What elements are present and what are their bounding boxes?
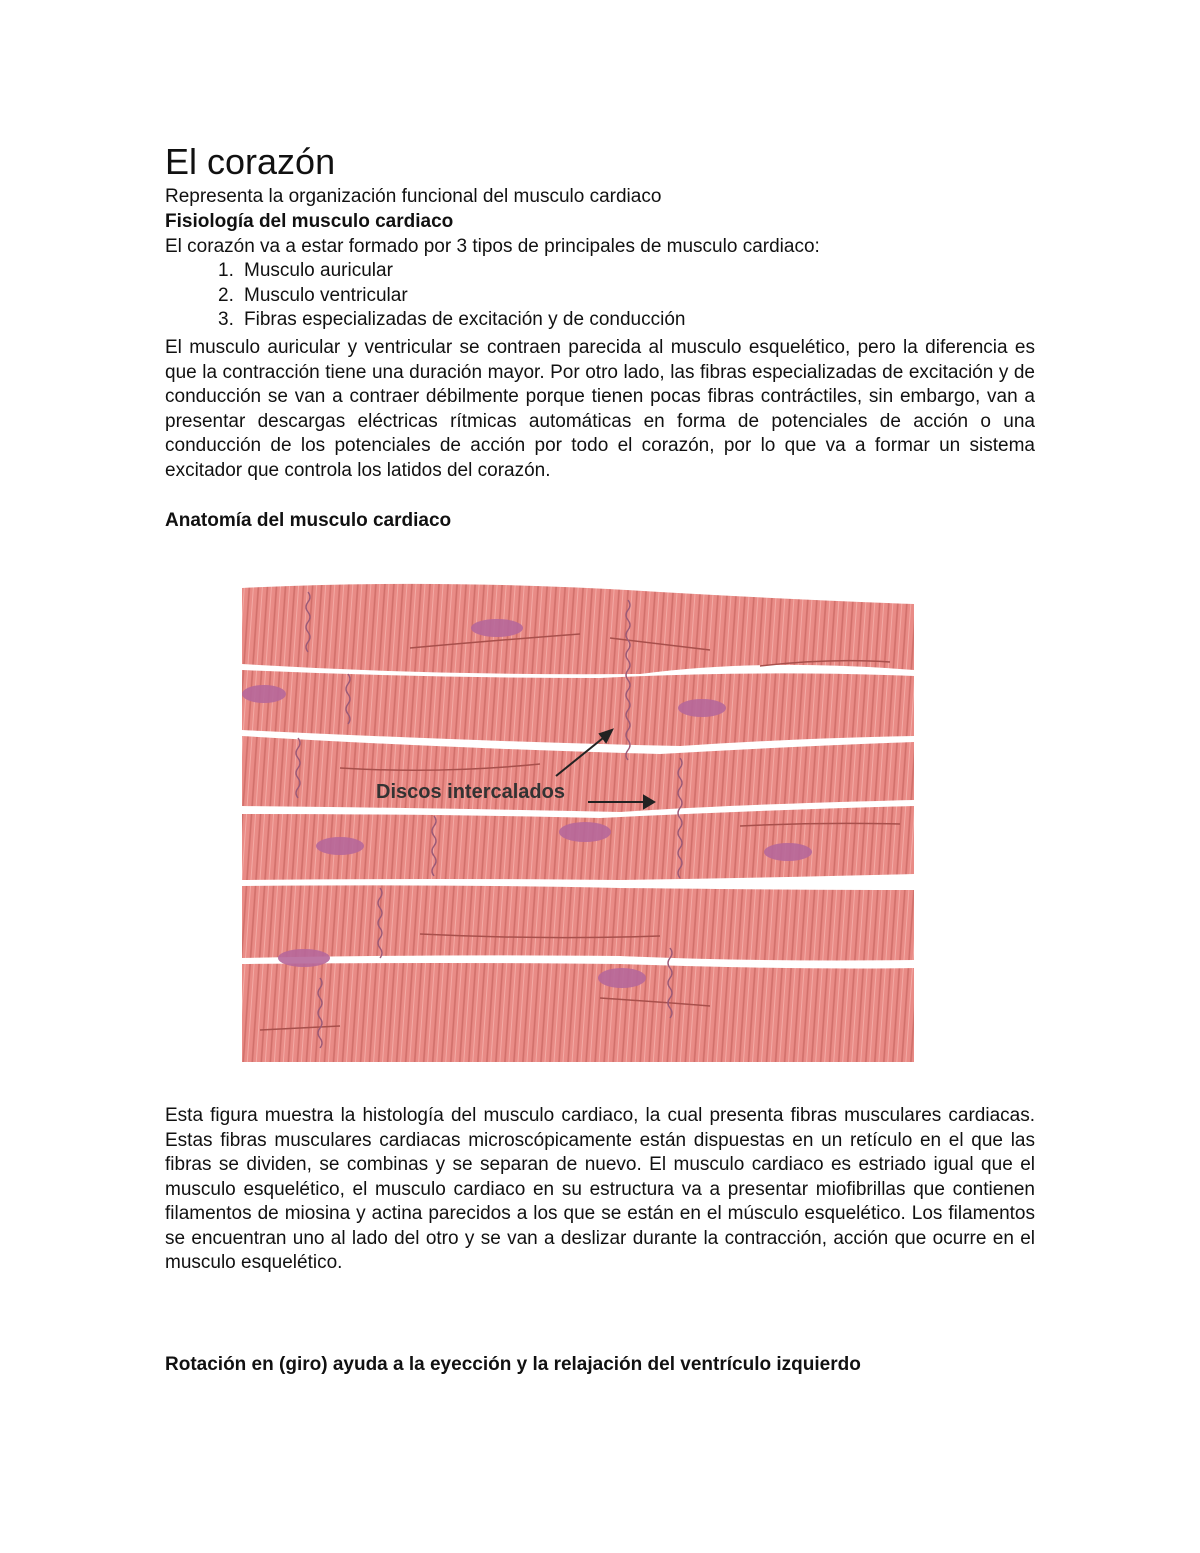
document-subtitle: Representa la organización funcional del musculo cardiaco bbox=[165, 186, 662, 207]
figure-label-discos: Discos intercalados bbox=[376, 781, 565, 803]
list-item-number: 2. bbox=[218, 284, 234, 306]
nucleus bbox=[278, 949, 330, 967]
nucleus bbox=[764, 843, 812, 861]
nucleus bbox=[242, 685, 286, 703]
muscle-fiber bbox=[242, 885, 914, 960]
document-title: El corazón bbox=[165, 141, 336, 182]
heading-fisiologia: Fisiología del musculo cardiaco bbox=[165, 211, 454, 232]
heading-rotacion: Rotación en (giro) ayuda a la eyección y la relajación del ventrículo izquierdo bbox=[165, 1354, 861, 1375]
list-item-number: 3. bbox=[218, 309, 234, 330]
heading-anatomia: Anatomía del musculo cardiaco bbox=[165, 510, 452, 531]
nucleus bbox=[316, 837, 364, 855]
list-item bbox=[218, 259, 685, 284]
list-item bbox=[218, 308, 685, 333]
nucleus bbox=[559, 822, 611, 842]
list-item-text: Musculo auricular bbox=[244, 260, 393, 281]
paragraph-fisiologia: El musculo auricular y ventricular se contraen parecida al musculo esquelético, pero la diferencia es que la contracción tiene una duración mayor. Por otro lado, las fibras especializadas de excitación y de conducción se van a contraer débilmente porque tienen pocas fibras contráctiles, sin embargo, van a presentar descargas eléctricas rítmicas automáticas en forma de potenciales de acción o una conducción de los potenciales de acción por todo el corazón, por lo que va a formar un sistema excitador que controla los latidos del corazón. bbox=[165, 337, 1035, 481]
cardiac-muscle-illustration bbox=[240, 578, 916, 1064]
muscle-fiber bbox=[242, 670, 914, 746]
nucleus bbox=[598, 968, 646, 988]
list-item bbox=[218, 284, 685, 309]
nucleus bbox=[678, 699, 726, 717]
muscle-fiber bbox=[242, 963, 914, 1062]
nucleus bbox=[471, 619, 523, 637]
muscle-types-list bbox=[218, 259, 685, 333]
list-item-text: Fibras especializadas de excitación y de conducción bbox=[244, 309, 686, 330]
paragraph-anatomia: Esta figura muestra la histología del musculo cardiaco, la cual presenta fibras musculares cardiacas. Estas fibras musculares cardiacas microscópicamente están dispuestas en un retículo en el que las fibras se dividen, se combinas y se separan de nuevo. El musculo cardiaco es estriado igual que el musculo esquelético, el musculo cardiaco en su estructura va a presentar miofibrillas que contienen filamentos de miosina y actina parecidos a los que se están en el músculo esquelético. Los filamentos se encuentran uno al lado del otro y se van a deslizar durante la contracción, acción que ocurre en el musculo esquelético. bbox=[165, 1105, 1035, 1273]
list-item-number: 1. bbox=[218, 260, 234, 281]
list-item-text: Musculo ventricular bbox=[244, 284, 408, 306]
intro-sentence: El corazón va a estar formado por 3 tipos de principales de musculo cardiaco: bbox=[165, 236, 820, 257]
